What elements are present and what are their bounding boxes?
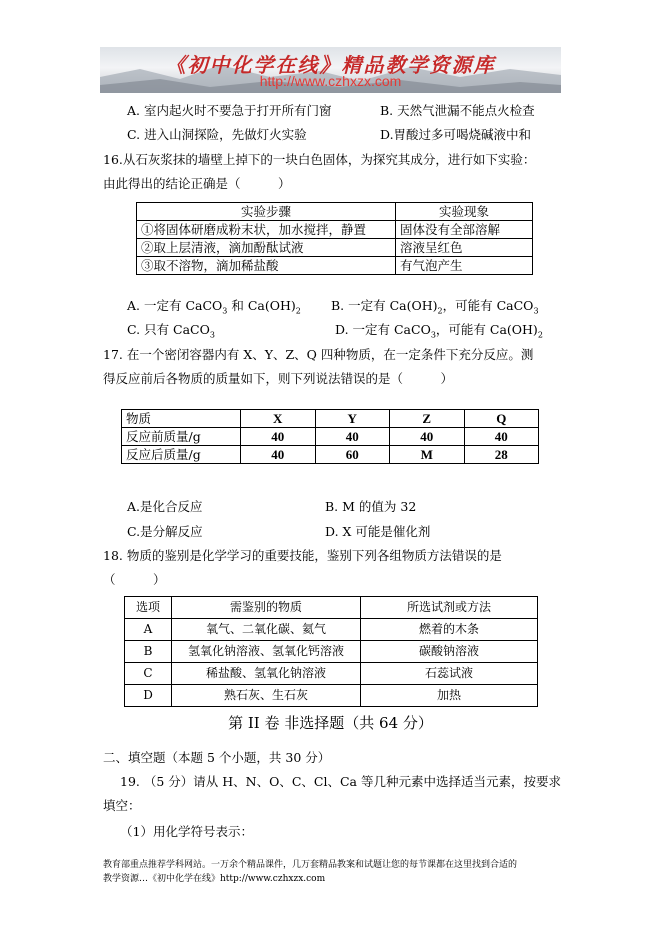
table-header-cell: Q xyxy=(464,410,539,428)
q18-stem-line1: 18. 物质的鉴别是化学学习的重要技能，鉴别下列各组物质方法错误的是 xyxy=(103,548,502,563)
table-row xyxy=(137,257,533,275)
table-cell: 有气泡产生 xyxy=(396,257,533,275)
q16-stem-line2: 由此得出的结论正确是（ ） xyxy=(103,176,291,191)
q16-option-a-text2: 和 Ca(OH) xyxy=(227,298,296,313)
section-title: 第 II 卷 非选择题（共 64 分） xyxy=(228,714,433,732)
q16-stem-line1: 16.从石灰浆抹的墙壁上掉下的一块白色固体，为探究其成分，进行如下实验： xyxy=(103,152,536,167)
q19-subquestion-1: （1）用化学符号表示： xyxy=(120,824,253,839)
table-cell: 40 xyxy=(390,428,465,446)
q15-option-b: B. 天然气泄漏不能点火检查 xyxy=(380,103,535,118)
table-row xyxy=(125,619,538,641)
table-cell: 40 xyxy=(464,428,539,446)
table-cell: 反应前质量/g xyxy=(122,428,241,446)
table-header-row xyxy=(125,597,538,619)
q16-option-d-text: D. 一定有 CaCO xyxy=(335,322,431,337)
header-banner xyxy=(100,47,561,93)
table-cell: 氢氧化钠溶液、氢氧化钙溶液 xyxy=(172,641,361,663)
subscript: 3 xyxy=(209,330,215,340)
table-header-cell: 物质 xyxy=(122,410,241,428)
table-cell: D xyxy=(125,685,172,707)
table-cell: 加热 xyxy=(361,685,538,707)
q16-option-a-text: A. 一定有 CaCO xyxy=(127,298,223,313)
table-cell: 石蕊试液 xyxy=(361,663,538,685)
q16-option-b-text: B. 一定有 Ca(OH) xyxy=(331,298,438,313)
q19-stem-line1: 19. （5 分）请从 H、N、O、C、Cl、Ca 等几种元素中选择适当元素，按要求 xyxy=(120,774,561,789)
table-row xyxy=(125,641,538,663)
q15-option-c: C. 进入山洞探险，先做灯火实验 xyxy=(127,127,307,142)
table-cell: 稀盐酸、氢氧化钠溶液 xyxy=(172,663,361,685)
table-header-cell: X xyxy=(241,410,316,428)
table-row xyxy=(137,221,533,239)
q17-stem-line1: 17. 在一个密闭容器内有 X、Y、Z、Q 四种物质，在一定条件下充分反应。测 xyxy=(103,347,534,362)
q17-option-d: D. X 可能是催化剂 xyxy=(325,524,431,539)
table-cell: 60 xyxy=(315,446,390,464)
table-cell: 28 xyxy=(464,446,539,464)
table-cell: 40 xyxy=(241,428,316,446)
table-cell: 反应后质量/g xyxy=(122,446,241,464)
table-header-cell: 实验现象 xyxy=(396,203,533,221)
q15-option-a: A. 室内起火时不要急于打开所有门窗 xyxy=(127,103,332,118)
table-cell: 熟石灰、生石灰 xyxy=(172,685,361,707)
table-cell: C xyxy=(125,663,172,685)
q17-option-b: B. M 的值为 32 xyxy=(325,499,417,514)
q16-option-d-text2: ，可能有 Ca(OH) xyxy=(435,322,538,337)
table-cell: ①将固体研磨成粉末状，加水搅拌，静置 xyxy=(137,221,396,239)
table-header-row xyxy=(137,203,533,221)
table-cell: B xyxy=(125,641,172,663)
table-cell: 碳酸钠溶液 xyxy=(361,641,538,663)
table-header-cell: 所选试剂或方法 xyxy=(361,597,538,619)
q17-option-c: C.是分解反应 xyxy=(127,524,203,539)
table-header-cell: 实验步骤 xyxy=(137,203,396,221)
table-header-cell: 需鉴别的物质 xyxy=(172,597,361,619)
table-header-cell: Y xyxy=(315,410,390,428)
q18-identification-table xyxy=(124,596,538,707)
q16-option-a xyxy=(127,296,301,316)
table-cell: M xyxy=(390,446,465,464)
banner-url[interactable]: http://www.czhxzx.com xyxy=(259,73,402,89)
subscript: 2 xyxy=(295,306,301,316)
table-cell: A xyxy=(125,619,172,641)
q18-stem-line2: （ ） xyxy=(103,572,166,587)
banner-title: 《初中化学在线》精品教学资源库 xyxy=(165,53,496,77)
q16-experiment-table xyxy=(136,202,533,275)
subscript: 2 xyxy=(537,330,543,340)
subscript: 2 xyxy=(437,306,443,316)
q16-option-d xyxy=(335,320,543,340)
subscript: 3 xyxy=(222,306,228,316)
q16-option-b xyxy=(331,296,539,316)
table-cell: 溶液呈红色 xyxy=(396,239,533,257)
table-cell: 燃着的木条 xyxy=(361,619,538,641)
q19-stem-line2: 填空： xyxy=(103,798,141,813)
table-row xyxy=(125,685,538,707)
table-cell: 氧气、二氧化碳、氦气 xyxy=(172,619,361,641)
table-cell: 40 xyxy=(315,428,390,446)
table-header-cell: Z xyxy=(390,410,465,428)
table-row xyxy=(122,428,539,446)
q17-option-a: A.是化合反应 xyxy=(127,499,203,514)
q17-stem-line2: 得反应前后各物质的质量如下，则下列说法错误的是（ ） xyxy=(103,371,454,386)
part2-heading: 二、填空题（本题 5 个小题，共 30 分） xyxy=(103,750,331,765)
subscript: 3 xyxy=(533,306,539,316)
table-row xyxy=(122,446,539,464)
q15-option-d: D.胃酸过多可喝烧碱液中和 xyxy=(380,127,532,142)
q17-mass-table xyxy=(121,409,539,464)
q16-option-b-text2: ，可能有 CaCO xyxy=(442,298,534,313)
table-header-row xyxy=(122,410,539,428)
table-row xyxy=(137,239,533,257)
footer-line2: 教学资源…《初中化学在线》http://www.czhxzx.com xyxy=(103,874,326,884)
q16-option-c-text: C. 只有 CaCO xyxy=(127,322,210,337)
footer-line1: 教育部重点推荐学科网站。一万余个精品课件，几万套精品教案和试题让您的每节课都在这里找到合适的 xyxy=(103,860,518,870)
table-header-cell: 选项 xyxy=(125,597,172,619)
table-cell: 40 xyxy=(241,446,316,464)
subscript: 3 xyxy=(430,330,436,340)
table-cell: ③取不溶物，滴加稀盐酸 xyxy=(137,257,396,275)
table-cell: 固体没有全部溶解 xyxy=(396,221,533,239)
table-row xyxy=(125,663,538,685)
q16-option-c xyxy=(127,320,215,340)
table-cell: ②取上层清液，滴加酚酞试液 xyxy=(137,239,396,257)
